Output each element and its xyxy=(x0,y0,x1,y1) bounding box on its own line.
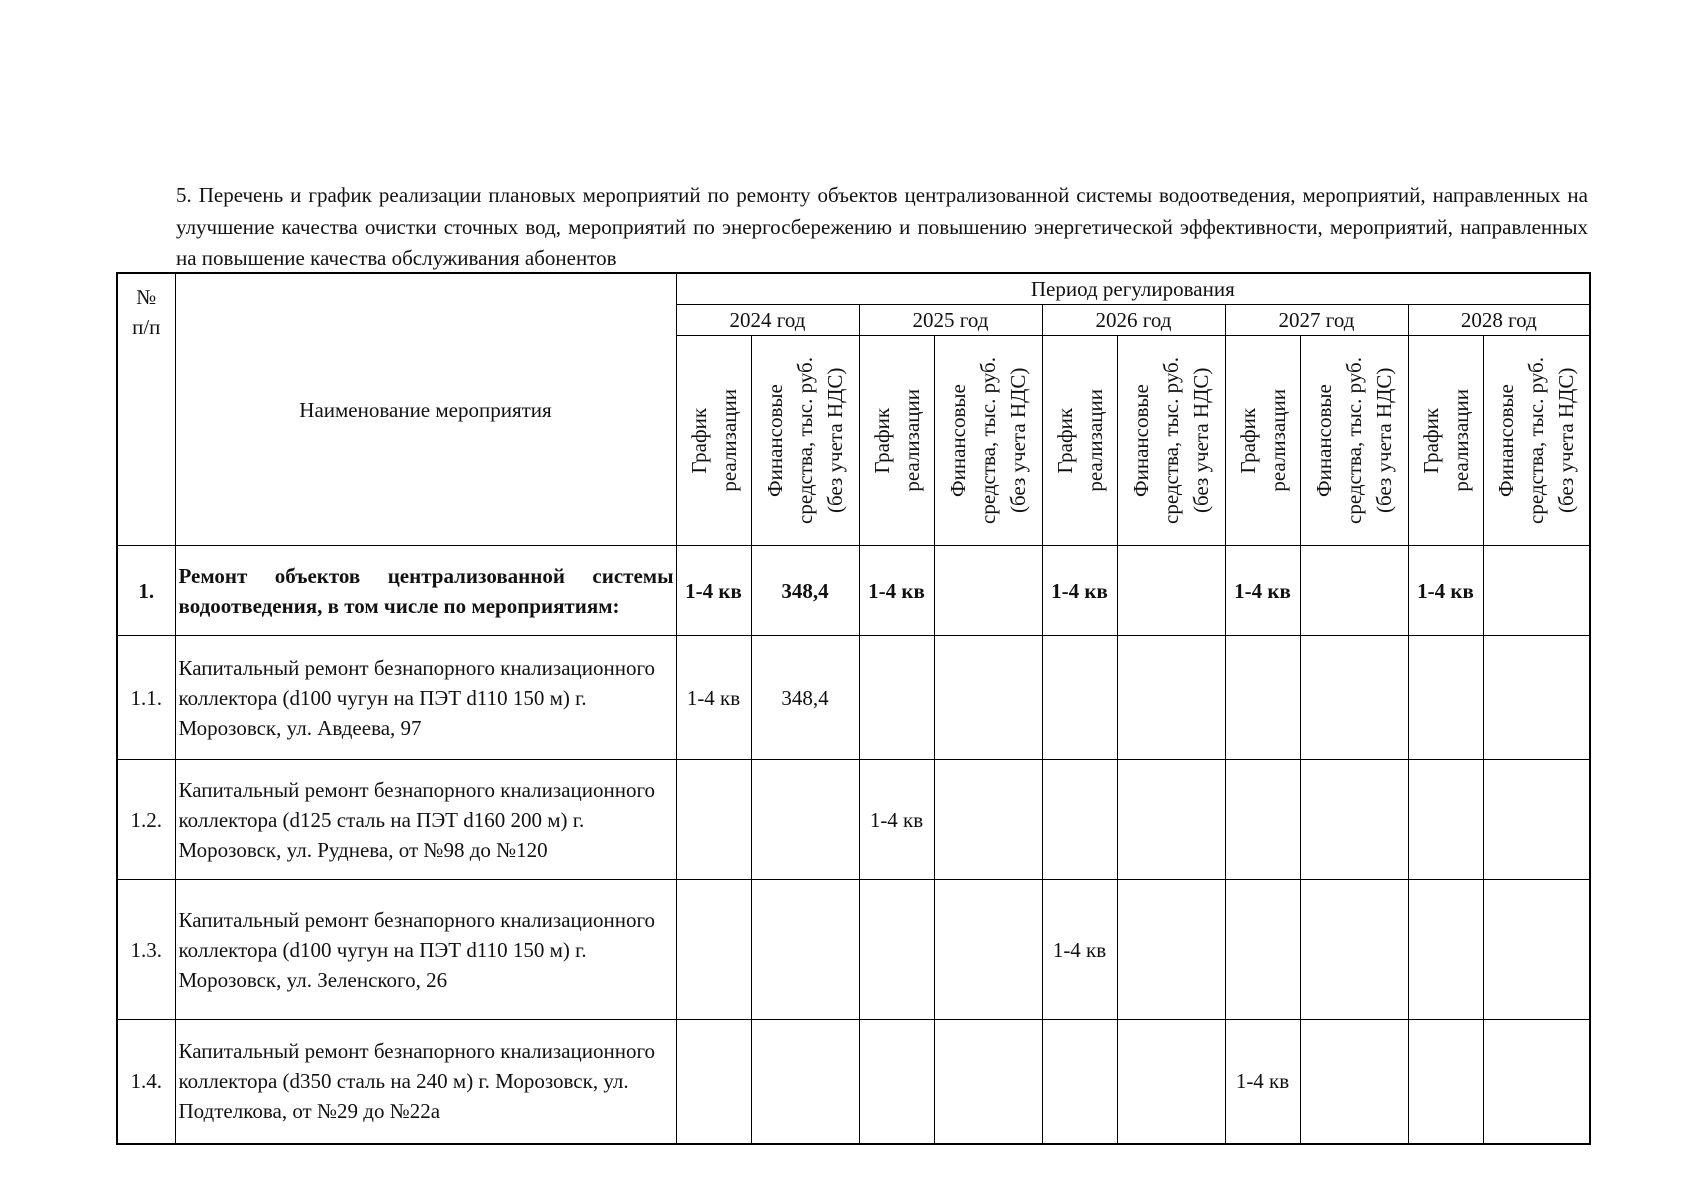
finance-cell xyxy=(1300,880,1408,1020)
name-column-header: Наименование мероприятия xyxy=(175,273,676,546)
finance-cell xyxy=(1117,760,1225,880)
subheader-schedule xyxy=(859,336,934,546)
table-row xyxy=(117,546,1590,636)
subheader-schedule-line: реализации xyxy=(1448,389,1473,492)
schedule-cell: 1-4 кв xyxy=(1225,546,1300,636)
finance-cell: 348,4 xyxy=(751,546,859,636)
subheader-schedule xyxy=(676,336,751,546)
schedule-cell xyxy=(676,1020,751,1144)
subheader-finance xyxy=(1117,336,1225,546)
finance-cell xyxy=(1117,1020,1225,1144)
schedule-cell xyxy=(1408,760,1483,880)
subheader-finance-line: Финансовые xyxy=(1312,384,1336,497)
row-number: 1.4. xyxy=(117,1020,175,1144)
number-column-header xyxy=(117,273,175,546)
finance-cell xyxy=(751,760,859,880)
subheader-finance-line: (без учета НДС) xyxy=(1372,367,1396,514)
finance-cell xyxy=(934,636,1042,760)
schedule-cell: 1-4 кв xyxy=(1408,546,1483,636)
row-number: 1.3. xyxy=(117,880,175,1020)
finance-cell xyxy=(934,546,1042,636)
finance-cell xyxy=(1117,880,1225,1020)
subheader-schedule-line: реализации xyxy=(1082,389,1107,492)
finance-cell xyxy=(1117,636,1225,760)
finance-cell xyxy=(1483,636,1590,760)
schedule-cell xyxy=(676,760,751,880)
finance-cell xyxy=(1483,880,1590,1020)
subheader-finance-line: Финансовые xyxy=(763,384,787,497)
finance-cell xyxy=(1483,760,1590,880)
schedule-cell xyxy=(1225,760,1300,880)
year-header-2028: 2028 год xyxy=(1408,305,1590,336)
subheader-schedule xyxy=(1408,336,1483,546)
year-header-2025: 2025 год xyxy=(859,305,1042,336)
schedule-cell: 1-4 кв xyxy=(1042,880,1117,1020)
subheader-finance xyxy=(1300,336,1408,546)
row-measure-name: Капитальный ремонт безнапорного кнализационного коллектора (d100 чугун на ПЭТ d110 150 м) г. Морозовск, ул. Зеленского, 26 xyxy=(175,880,676,1020)
subheader-schedule-line: реализации xyxy=(899,389,924,492)
subheader-schedule-line: График xyxy=(686,407,711,474)
schedule-cell xyxy=(859,1020,934,1144)
subheader-finance-line: Финансовые xyxy=(1494,384,1519,497)
schedule-cell xyxy=(859,636,934,760)
row-measure-name: Капитальный ремонт безнапорного кнализационного коллектора (d100 чугун на ПЭТ d110 150 м) г. Морозовск, ул. Авдеева, 97 xyxy=(175,636,676,760)
schedule-cell: 1-4 кв xyxy=(1042,546,1117,636)
finance-cell xyxy=(1300,636,1408,760)
finance-cell xyxy=(751,1020,859,1144)
finance-cell: 348,4 xyxy=(751,636,859,760)
schedule-cell: 1-4 кв xyxy=(676,636,751,760)
schedule-cell: 1-4 кв xyxy=(859,760,934,880)
subheader-finance-line: Финансовые xyxy=(1129,384,1153,497)
year-header-2024: 2024 год xyxy=(676,305,859,336)
measures-table xyxy=(116,272,1591,1145)
finance-cell xyxy=(934,760,1042,880)
schedule-cell xyxy=(1042,636,1117,760)
schedule-cell xyxy=(1225,880,1300,1020)
schedule-cell xyxy=(1408,880,1483,1020)
schedule-cell: 1-4 кв xyxy=(676,546,751,636)
subheader-schedule-line: График xyxy=(1418,407,1443,474)
schedule-cell xyxy=(1225,636,1300,760)
subheader-schedule xyxy=(1042,336,1117,546)
row-number: 1.2. xyxy=(117,760,175,880)
subheader-finance-line: (без учета НДС) xyxy=(1189,367,1213,514)
schedule-cell xyxy=(859,880,934,1020)
number-header-sign: № xyxy=(136,285,157,309)
subheader-finance-line: (без учета НДС) xyxy=(1554,367,1579,514)
period-header: Период регулирования xyxy=(676,273,1590,305)
subheader-schedule-line: График xyxy=(1052,407,1077,474)
subheader-finance-line: средства, тыс. руб. xyxy=(1159,357,1183,524)
subheader-schedule-line: реализации xyxy=(716,389,741,492)
row-number: 1. xyxy=(117,546,175,636)
schedule-cell xyxy=(1042,1020,1117,1144)
row-measure-name: Капитальный ремонт безнапорного кнализационного коллектора (d125 сталь на ПЭТ d160 200 м) г. Морозовск, ул. Руднева, от №98 до №120 xyxy=(175,760,676,880)
year-header-2026: 2026 год xyxy=(1042,305,1225,336)
subheader-finance xyxy=(751,336,859,546)
table-row xyxy=(117,880,1590,1020)
finance-cell xyxy=(751,880,859,1020)
subheader-finance-line: (без учета НДС) xyxy=(1006,367,1030,514)
number-header-abbr: п/п xyxy=(132,315,161,339)
finance-cell xyxy=(1483,546,1590,636)
subheader-finance-line: Финансовые xyxy=(946,384,970,497)
row-number: 1.1. xyxy=(117,636,175,760)
row-measure-name: Капитальный ремонт безнапорного кнализационного коллектора (d350 сталь на 240 м) г. Морозовск, ул. Подтелкова, от №29 до №22а xyxy=(175,1020,676,1144)
subheader-schedule xyxy=(1225,336,1300,546)
subheader-schedule-line: График xyxy=(1235,407,1260,474)
subheader-finance-line: средства, тыс. руб. xyxy=(1524,357,1549,524)
document-heading: 5. Перечень и график реализации плановых мероприятий по ремонту объектов централизованной системы водоотведения, мероприятий, направленных на улучшение качества очистки сточных вод, мероприятий по энергосбережению и повышению энергетической эффективности, мероприятий, направленных на повышение качества обслуживания абонентов xyxy=(176,183,1588,270)
finance-cell xyxy=(934,1020,1042,1144)
finance-cell xyxy=(934,880,1042,1020)
schedule-cell: 1-4 кв xyxy=(1225,1020,1300,1144)
row-measure-name: Ремонт объектов централизованной системы водоотведения, в том числе по мероприятиям: xyxy=(175,546,676,636)
subheader-schedule-line: График xyxy=(869,407,894,474)
year-header-2027: 2027 год xyxy=(1225,305,1408,336)
schedule-cell xyxy=(1408,1020,1483,1144)
subheader-finance-line: средства, тыс. руб. xyxy=(1342,357,1366,524)
subheader-finance-line: средства, тыс. руб. xyxy=(793,357,817,524)
finance-cell xyxy=(1300,546,1408,636)
subheader-finance xyxy=(934,336,1042,546)
subheader-finance xyxy=(1483,336,1590,546)
schedule-cell xyxy=(676,880,751,1020)
table-row xyxy=(117,760,1590,880)
schedule-cell xyxy=(1408,636,1483,760)
table-row xyxy=(117,636,1590,760)
table-row xyxy=(117,1020,1590,1144)
finance-cell xyxy=(1117,546,1225,636)
schedule-cell: 1-4 кв xyxy=(859,546,934,636)
subheader-finance-line: (без учета НДС) xyxy=(823,367,847,514)
subheader-finance-line: средства, тыс. руб. xyxy=(976,357,1000,524)
schedule-cell xyxy=(1042,760,1117,880)
subheader-schedule-line: реализации xyxy=(1265,389,1290,492)
finance-cell xyxy=(1300,760,1408,880)
finance-cell xyxy=(1483,1020,1590,1144)
finance-cell xyxy=(1300,1020,1408,1144)
